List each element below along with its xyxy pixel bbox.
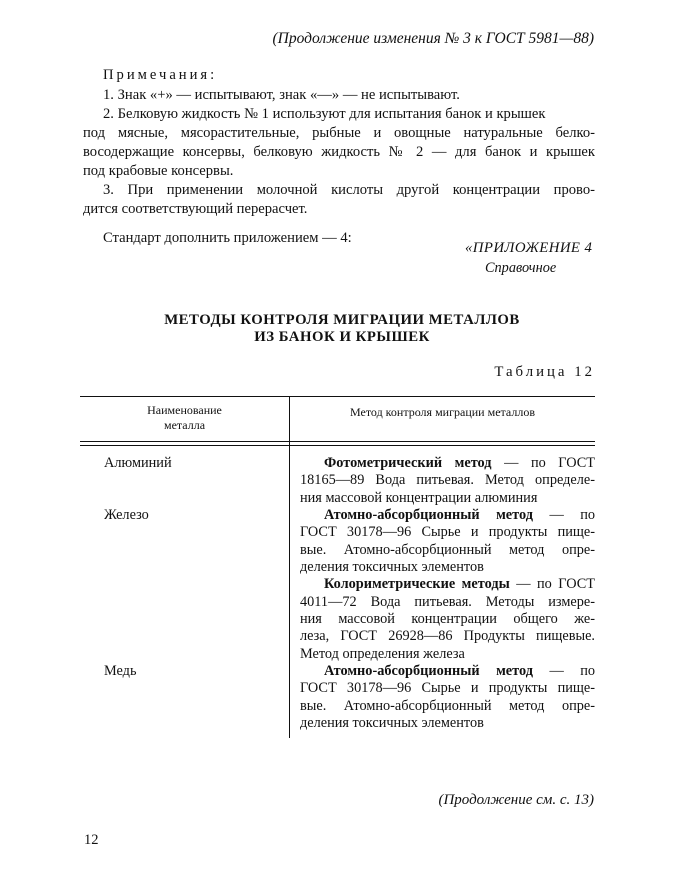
document-title-line1: МЕТОДЫ КОНТРОЛЯ МИГРАЦИИ МЕТАЛЛОВ [164,312,520,328]
method-cell-line: ния массовой концентрации алюминия [300,490,538,506]
metal-cell: Медь [104,663,137,679]
table-label: Таблица 12 [494,364,595,380]
page-number: 12 [84,832,99,848]
method-cell-line: ГОСТ 30178—96 Сырье и продукты пище- [300,680,595,696]
appendix-label: «ПРИЛОЖЕНИЕ 4 [465,240,593,256]
note-line: 1. Знак «+» — испытывают, знак «—» — не испытывают. [103,87,460,103]
method-cell-line: Атомно-абсорбционный метод — по [324,507,596,523]
note-line: дится соответствующий перерасчет. [83,201,308,217]
method-cell-line: Метод определения железа [300,646,465,662]
note-line: 2. Белковую жидкость № 1 используют для испытания банок и крышек [103,106,546,122]
header-metal-line1: Наименование [147,403,222,417]
table-header-rule-double [80,445,595,446]
note-line: под крабовые консервы. [83,163,234,179]
method-cell-line: деления токсичных элементов [300,559,484,575]
table-column-divider [289,396,290,738]
appendix-sublabel: Справочное [485,260,557,276]
intro-text: Стандарт дополнить приложением — 4: [103,230,352,246]
method-cell-line: ния массовой концентрации общего же- [300,611,595,627]
method-cell-line: деления токсичных элементов [300,715,484,731]
table-header-rule [80,441,595,442]
method-name: Атомно-абсорбционный метод [324,663,533,679]
method-name: Атомно-абсорбционный метод [324,507,533,523]
note-line: восодержащие консервы, белковую жидкость № 2 — для банок и крышек [83,144,595,160]
note-line: 3. При применении молочной кислоты другой концентрации прово- [103,182,595,198]
note-line: под мясные, мясорастительные, рыбные и овощные натуральные белко- [83,125,595,141]
continuation-header: (Продолжение изменения № 3 к ГОСТ 5981—88) [272,30,594,47]
notes-heading: Примечания: [103,67,218,83]
continuation-footer: (Продолжение см. с. 13) [438,792,594,808]
metal-cell: Железо [104,507,149,523]
method-name: Фотометрический метод [324,455,492,471]
method-name: Колориметрические методы [324,576,510,592]
method-cell-line: вые. Атомно-абсорбционный метод опре- [300,698,595,714]
method-cell-line: Атомно-абсорбционный метод — по [324,663,596,679]
method-cell-line: 4011—72 Вода питьевая. Методы измере- [300,594,595,610]
method-cell-line: 18165—89 Вода питьевая. Метод определе- [300,472,595,488]
table-top-rule [80,396,595,397]
method-cell-line: ГОСТ 30178—96 Сырье и продукты пище- [300,524,595,540]
metal-cell: Алюминий [104,455,172,471]
method-cell-line: Фотометрический метод — по ГОСТ [324,455,595,471]
method-cell-line: вые. Атомно-абсорбционный метод опре- [300,542,595,558]
header-metal-line2: металла [163,418,206,432]
header-method: Метод контроля миграции металлов [350,405,535,419]
method-cell-line: леза, ГОСТ 26928—86 Продукты пищевые. [300,628,595,644]
document-title-line2: ИЗ БАНОК И КРЫШЕК [254,329,430,345]
method-cell-line: Колориметрические методы — по ГОСТ [324,576,595,592]
